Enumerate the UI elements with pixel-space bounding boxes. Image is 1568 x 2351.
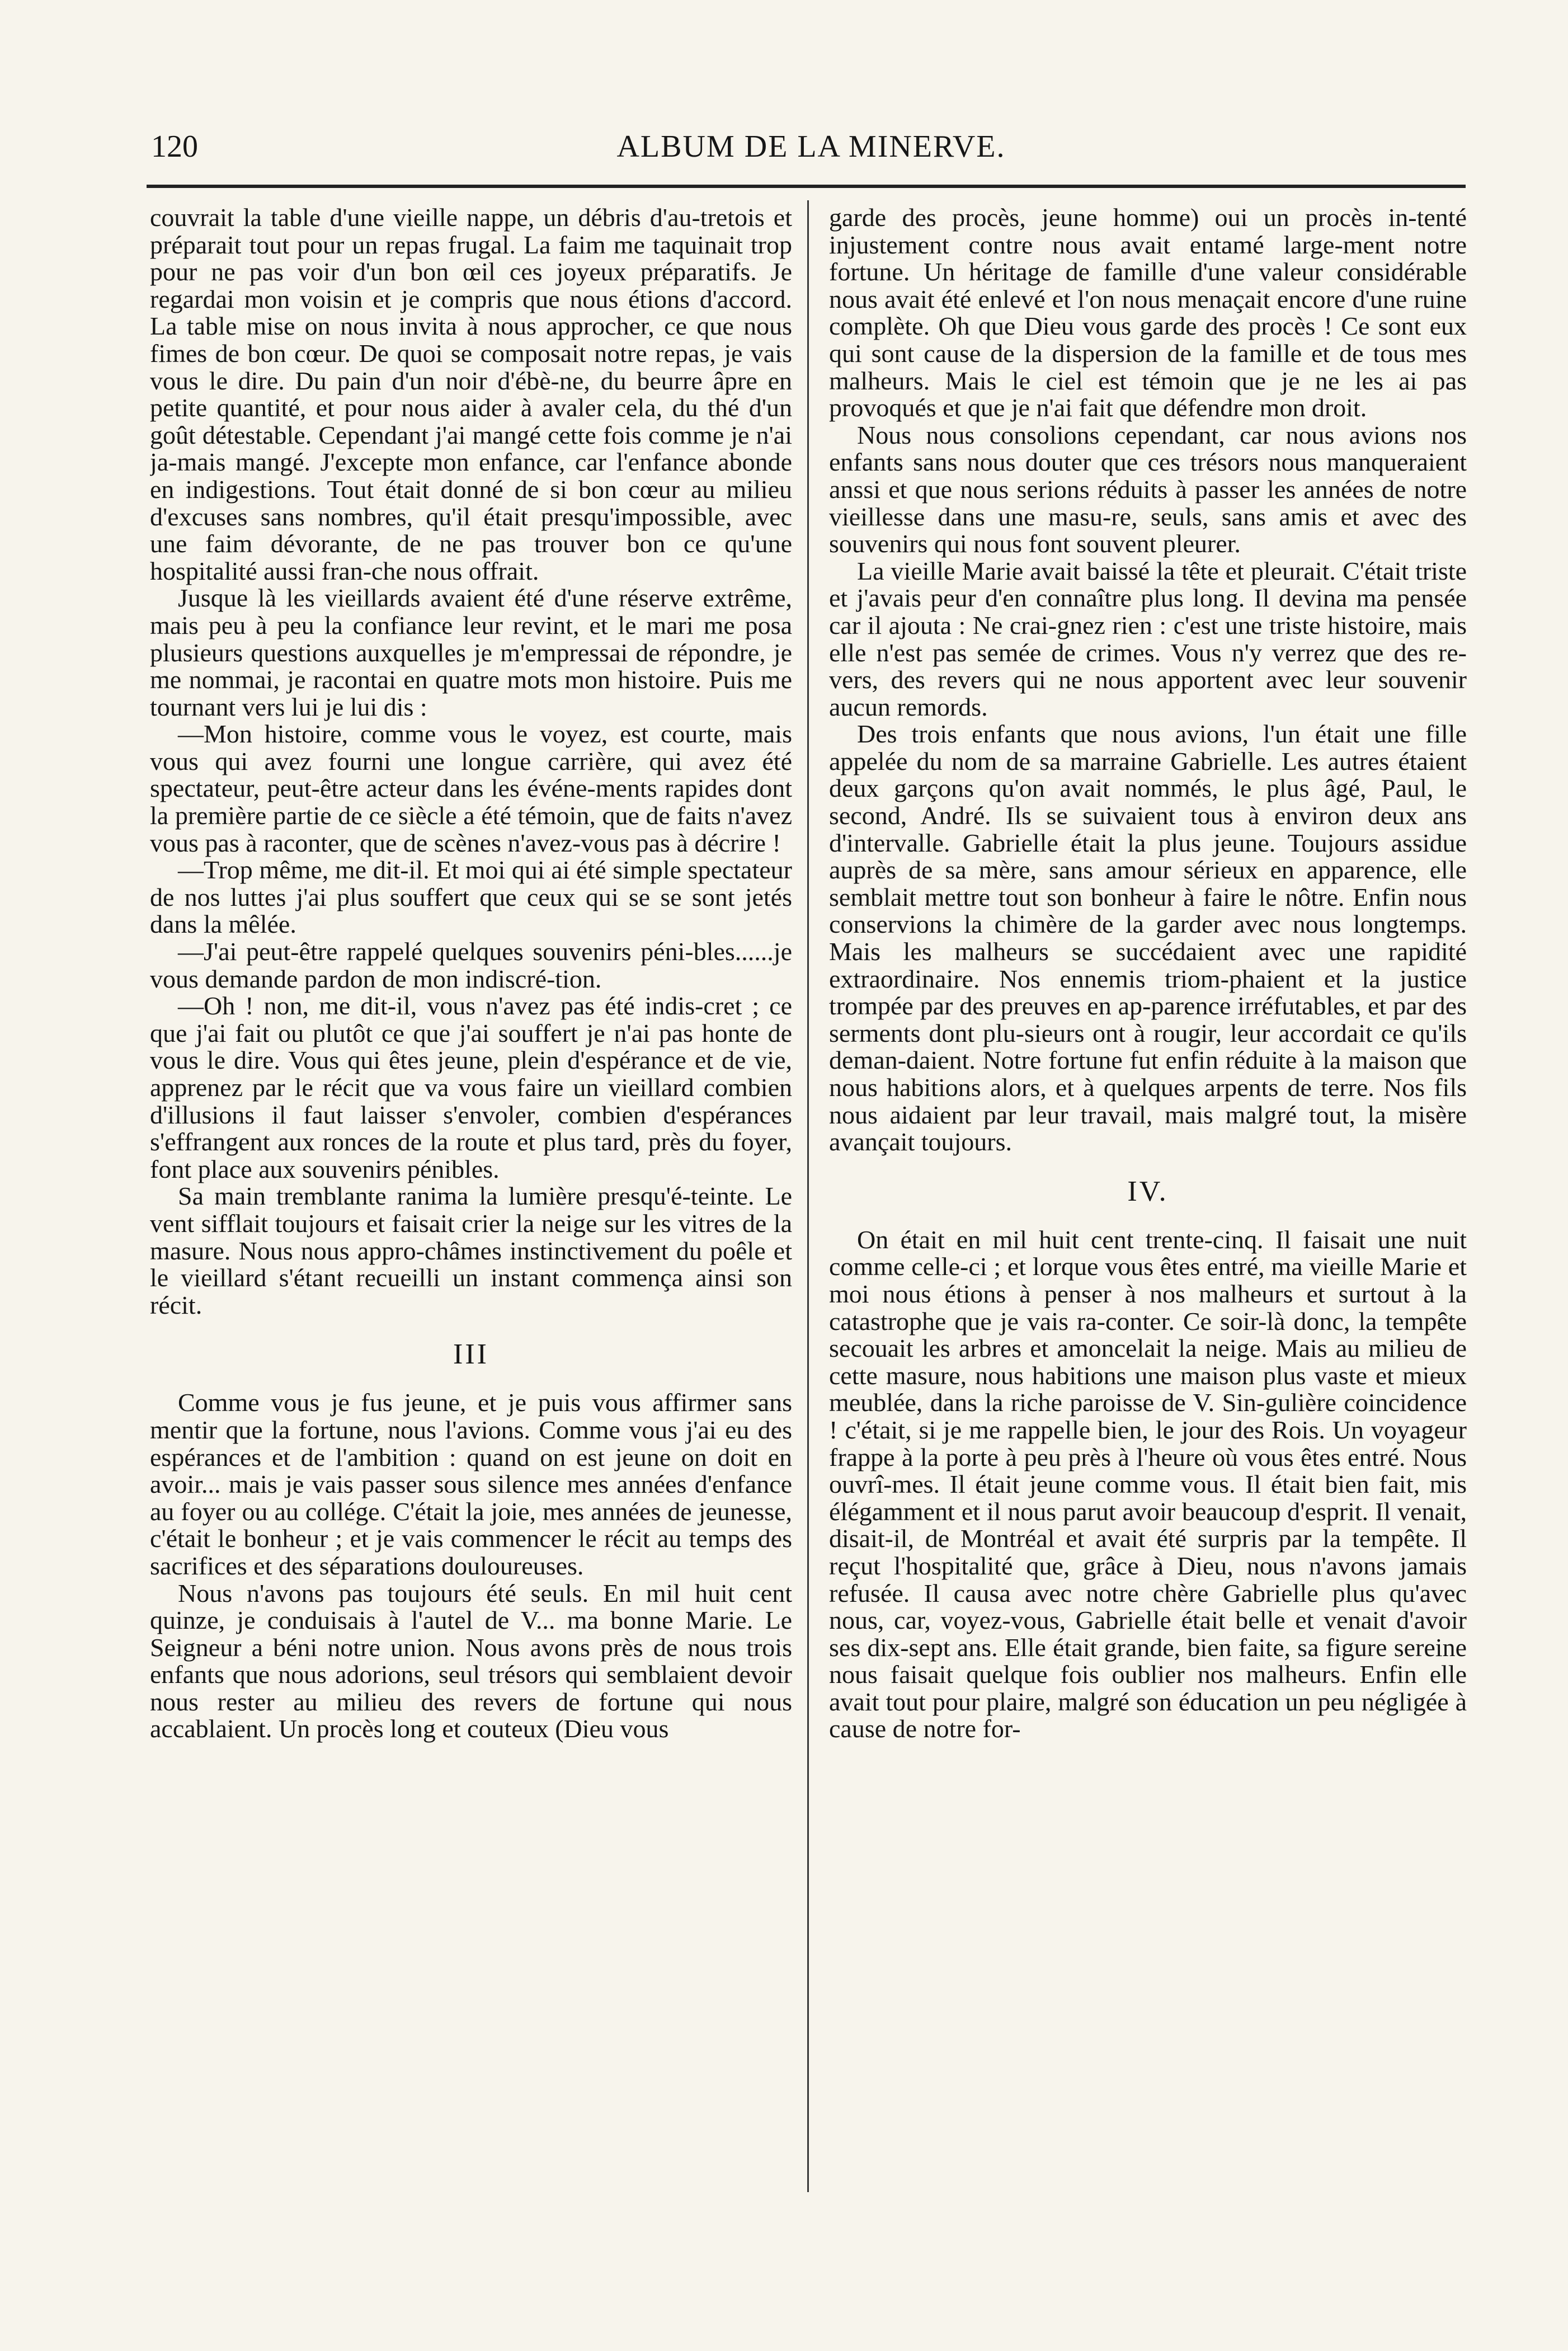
paragraph: —Trop même, me dit-il. Et moi qui ai été simple spectateur de nos luttes j'ai plus souffert que ceux qui se se sont jetés dans la mêlée. (150, 855, 792, 939)
paragraph: —Oh ! non, me dit-il, vous n'avez pas été indis-cret ; ce que j'ai fait ou plutôt ce que j'ai souffert je n'ai pas honte de vous le dire. Vous qui êtes jeune, plein d'espérance et de vie, apprenez par le récit que va vous faire un vieillard combien d'illusions il faut laisser s'envoler, combien d'espérances s'effrangent aux ronces de la route et plus tard, près du foyer, font place aux souvenirs pénibles. (150, 991, 792, 1183)
paragraph: garde des procès, jeune homme) oui un procès in-tenté injustement contre nous avait entamé large-ment notre fortune. Un héritage de famille d'une valeur considérable nous avait été enlevé et l'on nous menaçait encore d'une ruine complète. Oh que Dieu vous garde des procès ! Ce sont eux qui sont cause de la dispersion de la famille et de tous mes malheurs. Mais le ciel est témoin que je ne les ai pas provoqués et que je n'ai fait que défendre mon droit. (829, 204, 1467, 422)
paragraph: —Mon histoire, comme vous le voyez, est courte, mais vous qui avez fourni une longue carrière, qui avez été spectateur, peut-être acteur dans les événe-ments rapides dont la première partie de ce siècle a été témoin, que de faits n'avez vous pas à raconter, que de scènes n'avez-vous pas à décrire ! (150, 720, 792, 857)
paragraph: On était en mil huit cent trente-cinq. Il faisait une nuit comme celle-ci ; et lorque vous êtes entré, ma vieille Marie et moi nous étions à penser à nos malheurs et surtout à la catastrophe que je vais ra-conter. Ce soir-là donc, la tempête secouait les arbres et amoncelait la neige. Mais au milieu de cette masure, nous habitions une maison plus vaste et mieux meublée, dans la riche paroisse de V. Sin-gulière coincidence ! c'était, si je me rappelle bien, le jour des Rois. Un voyageur frappe à la porte à peu près à l'heure où vous êtes entré. Nous ouvrî-mes. Il était jeune comme vous. Il était bien fait, mis élégamment et il nous parut avoir beaucoup d'esprit. Il venait, disait-il, de Montréal et avait été surpris par la tempête. Il reçut l'hospitalité que, grâce à Dieu, nous n'avons jamais refusée. Il causa avec notre chère Gabrielle plus qu'avec nous, car, voyez-vous, Gabrielle était belle et venait d'avoir ses dix-sept ans. Elle était grande, bien faite, sa figure sereine nous faisait quelque fois oublier nos malheurs. Enfin elle avait tout pour plaire, malgré son éducation un peu négligée à cause de notre for- (829, 1225, 1467, 1743)
section-heading-iv: IV. (1127, 1175, 1169, 1207)
paragraph: Nous nous consolions cependant, car nous avions nos enfants sans nous douter que ces trésors nous manqueraient anssi et que nous serions réduits à passer les années de notre vieillesse dans une masu-re, seuls, sans amis et avec des souvenirs qui nous font souvent pleurer. (829, 420, 1467, 558)
header-rule (147, 185, 1466, 188)
paragraph: Comme vous je fus jeune, et je puis vous affirmer sans mentir que la fortune, nous l'avions. Comme vous j'ai eu des espérances et de l'ambition : quand on est jeune on doit en avoir... mais je vais passer sous silence mes années d'enfance au foyer ou au collége. C'était la joie, mes années de jeunesse, c'était le bonheur ; et je vais commencer le récit au temps des sacrifices et des séparations douloureuses. (150, 1388, 792, 1580)
section-heading-iii: III (453, 1338, 489, 1371)
paragraph: La vieille Marie avait baissé la tête et pleurait. C'était triste et j'avais peur d'en connaître plus long. Il devina ma pensée car il ajouta : Ne crai-gnez rien : c'est une triste histoire, mais elle n'est pas semée de crimes. Vous n'y verrez que des re-vers, des revers qui ne nous apportent avec leur souvenir aucun remords. (829, 556, 1467, 721)
page-number: 120 (151, 129, 198, 164)
column-divider (807, 200, 809, 2192)
paragraph: Des trois enfants que nous avions, l'un était une fille appelée du nom de sa marraine Gabrielle. Les autres étaient deux garçons qu'on avait nommés, le plus âgé, Paul, le second, André. Ils se suivaient tous à environ deux ans d'intervalle. Gabrielle était la plus jeune. Toujours assidue auprès de sa mère, sans amour sérieux en apparence, elle semblait mettre tout son bonheur à faire le nôtre. Enfin nous conservions la chimère de la garder avec nous longtemps. Mais les malheurs se succédaient avec une rapidité extraordinaire. Nos ennemis triom-phaient et la justice trompée par des preuves en ap-parence irréfutables, et par des serments dont plu-sieurs ont à rougir, leur accordait ce qu'ils deman-daient. Notre fortune fut enfin réduite à la maison que nous habitions alors, et à quelques arpents de terre. Nos fils nous aidaient par leur travail, mais malgré tout, la misère avançait toujours. (829, 720, 1467, 1156)
left-column (150, 204, 792, 2218)
paragraph: —J'ai peut-être rappelé quelques souvenirs péni-bles......je vous demande pardon de mon indiscré-tion. (150, 937, 792, 993)
right-column (829, 204, 1467, 2218)
paragraph: Sa main tremblante ranima la lumière presqu'é-teinte. Le vent sifflait toujours et faisait crier la neige sur les vitres de la masure. Nous nous appro-châmes instinctivement du poêle et le vieillard s'étant recueilli un instant commença ainsi son récit. (150, 1182, 792, 1319)
running-title: ALBUM DE LA MINERVE. (616, 129, 1006, 164)
paragraph: Jusque là les vieillards avaient été d'une réserve extrême, mais peu à peu la confiance leur revint, et le mari me posa plusieurs questions auxquelles je m'empressai de répondre, je me nommai, je racontai en quatre mots mon histoire. Puis me tournant vers lui je lui dis : (150, 584, 792, 721)
paragraph: couvrait la table d'une vieille nappe, un débris d'au-tretois et préparait tout pour un repas frugal. La faim me taquinait trop pour ne pas voir d'un bon œil ces joyeux préparatifs. Je regardai mon voisin et je compris que nous étions d'accord. La table mise on nous invita à nous approcher, ce que nous fimes de bon cœur. De quoi se composait notre repas, je vais vous le dire. Du pain d'un noir d'ébè-ne, du beurre âpre en petite quantité, et pour nous aider à avaler cela, du thé d'un goût détestable. Cependant j'ai mangé cette fois comme je n'ai ja-mais mangé. J'excepte mon enfance, car l'enfance abonde en indigestions. Tout était donné de si bon cœur au milieu d'excuses sans nombres, qu'il était presqu'impossible, avec une faim dévorante, de ne pas trouver bon ce qu'une hospitalité aussi fran-che nous offrait. (150, 204, 792, 585)
paragraph: Nous n'avons pas toujours été seuls. En mil huit cent quinze, je conduisais à l'autel de V... ma bonne Marie. Le Seigneur a béni notre union. Nous avons près de nous trois enfants que nous adorions, seul trésors qui semblaient devoir nous rester au milieu des revers de fortune qui nous accablaient. Un procès long et couteux (Dieu vous (150, 1578, 792, 1743)
